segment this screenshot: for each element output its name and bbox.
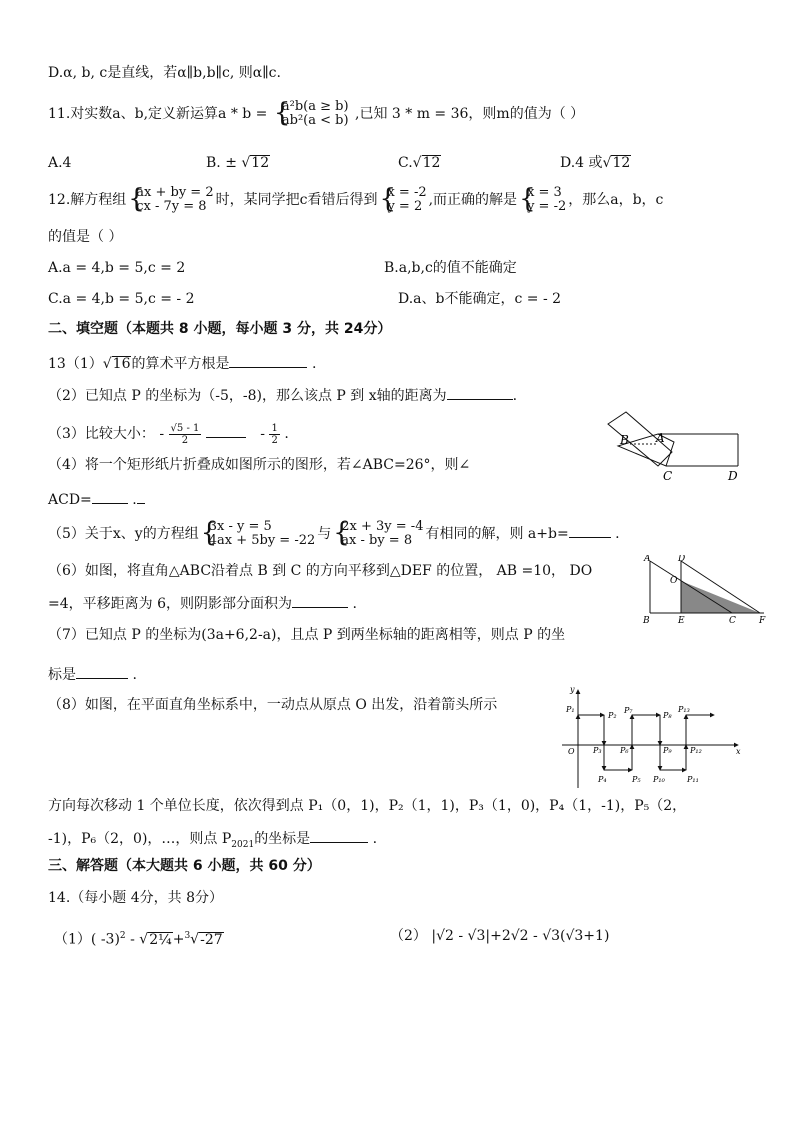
grid-label-p6: P₆ bbox=[620, 746, 629, 755]
grid-label-p5: P₅ bbox=[632, 775, 641, 784]
q12-system: { ax + by = 2 cx - 7y = 8 bbox=[128, 184, 214, 214]
answer-blank bbox=[292, 593, 348, 608]
fold-figure bbox=[600, 408, 750, 484]
fraction: $\frac{1}{2}$ bbox=[271, 422, 278, 446]
translation-label-a: A bbox=[644, 555, 651, 564]
q11-intro: 11.对实数a、b,定义新运算a * b = bbox=[48, 106, 272, 122]
grid-label-x: x bbox=[736, 747, 741, 756]
q11-case2: ab²(a < b) bbox=[281, 113, 349, 128]
fold-label-a: A bbox=[656, 431, 665, 445]
q11-piecewise: { a²b(a ≥ b) ab²(a < b) bbox=[273, 98, 349, 128]
translation-label-f: F bbox=[759, 616, 766, 625]
q11-tail: ,已知 3 * m = 36，则m的值为（ ） bbox=[355, 106, 585, 122]
answer-blank bbox=[310, 828, 368, 843]
q12-option-d: D.a、b不能确定，c = - 2 bbox=[398, 291, 562, 307]
answer-blank bbox=[206, 423, 246, 438]
translation-label-c: C bbox=[729, 616, 736, 625]
q12-wrong-solution: { x = -2 y = 2 bbox=[379, 184, 427, 214]
grid-label-p9: P₉ bbox=[663, 746, 672, 755]
q13-part8-line1: （8）如图，在平面直角坐标系中，一动点从原点 O 出发，沿着箭头所示 bbox=[48, 697, 498, 713]
q13-5-system2: { 2x + 3y = -4 ax - by = 8 bbox=[333, 518, 424, 548]
q11-option-b: B. ± √12 bbox=[206, 155, 270, 171]
answer-blank bbox=[76, 664, 128, 679]
q13-part8-line3: -1)，P₆（2，0)，…，则点 $P_{2021}$的坐标是 . bbox=[48, 828, 377, 854]
translation-label-e: E bbox=[678, 616, 685, 625]
q12-option-c: C.a = 4,b = 5,c = - 2 bbox=[48, 291, 195, 307]
q13-part4-line1: （4）将一个矩形纸片折叠成如图所示的图形，若∠ABC=26°，则∠ bbox=[48, 457, 471, 473]
grid-label-p4: P₄ bbox=[598, 775, 607, 784]
q11-option-c: C.√12 bbox=[398, 155, 441, 171]
grid-path-figure bbox=[556, 684, 746, 792]
q14-expression-1: （1）( -3)$^2$ - √2¼+$^3$√-27 bbox=[54, 931, 223, 948]
q13-part2: （2）已知点 P 的坐标为（-5，-8)，那么该点 P 到 x轴的距离为 . bbox=[48, 385, 517, 405]
q13-part7-line1: （7）已知点 P 的坐标为(3a+6,2-a)，且点 P 到两坐标轴的距离相等，则点 P 的坐 bbox=[48, 627, 566, 643]
q13-part4-line2: ACD= . bbox=[48, 489, 145, 509]
q12-option-a: A.a = 4,b = 5,c = 2 bbox=[48, 260, 186, 276]
q13-part5: （5）关于x、y的方程组 { 3x - y = 5 4ax + 5by = -22 与 { 2x + 3y = -4 ax - by = 8 有相同的解，则 a+b= . bbox=[48, 518, 620, 548]
answer-blank bbox=[229, 353, 307, 368]
q13-part1: 13（1）√16的算术平方根是 . bbox=[48, 353, 316, 373]
q12-line2: 的值是（ ） bbox=[48, 229, 123, 245]
q13-part3: （3）比较大小： - $\frac{√5 - 1}{2}$ - $\frac{1}{2}$ . bbox=[48, 422, 289, 446]
grid-label-p13: P₁₃ bbox=[678, 705, 690, 714]
grid-label-p7: P₇ bbox=[624, 706, 633, 715]
q10-option-d: D.α, b, c是直线，若α∥b,b∥c, 则α∥c. bbox=[48, 65, 281, 81]
answer-blank bbox=[569, 523, 611, 538]
q12-option-b: B.a,b,c的值不能确定 bbox=[384, 260, 517, 276]
grid-label-p8: P₈ bbox=[663, 711, 672, 720]
q13-part6-line1: （6）如图，将直角△ABC沿着点 B 到 C 的方向平移到△DEF 的位置， AB =10， DO bbox=[48, 563, 593, 579]
section-3-heading: 三、解答题（本大题共 6 小题，共 60 分） bbox=[48, 858, 321, 874]
translation-figure bbox=[640, 555, 770, 625]
grid-label-p3: P₃ bbox=[593, 746, 602, 755]
q14-expression-2: （2） |√2 - √3|+2√2 - √3(√3+1) bbox=[390, 928, 610, 944]
grid-label-p11: P₁₁ bbox=[687, 775, 699, 784]
grid-label-p2: P₂ bbox=[608, 711, 617, 720]
q12-intro: 12.解方程组 bbox=[48, 192, 127, 208]
fold-label-d: D bbox=[728, 469, 738, 483]
q11-stem bbox=[48, 96, 584, 132]
q14-heading: 14.（每小题 4分，共 8分） bbox=[48, 890, 223, 906]
grid-label-y: y bbox=[570, 685, 575, 694]
fold-label-b: B bbox=[620, 433, 629, 447]
fraction: $\frac{√5 - 1}{2}$ bbox=[170, 422, 200, 446]
translation-label-b: B bbox=[643, 616, 650, 625]
translation-label-d: D bbox=[678, 555, 686, 564]
grid-label-o: O bbox=[568, 747, 575, 756]
section-2-heading: 二、填空题（本题共 8 小题，每小题 3 分，共 24分） bbox=[48, 321, 392, 337]
q11-option-d: D.4 或√12 bbox=[560, 155, 631, 171]
grid-label-p1: P₁ bbox=[566, 705, 575, 714]
answer-blank bbox=[447, 385, 513, 400]
q12-stem: 12.解方程组 { ax + by = 2 cx - 7y = 8 时，某同学把c看错后得到 { x = -2 y = 2 ,而正确的解是 { x = 3 y = -2 ，那么a，b，c bbox=[48, 184, 664, 214]
q13-part8-line2: 方向每次移动 1 个单位长度，依次得到点 P₁（0，1)，P₂（1，1)，P₃（1，0)，P₄（1，-1)，P₅（2， bbox=[48, 798, 687, 814]
q13-5-system1: { 3x - y = 5 4ax + 5by = -22 bbox=[200, 518, 316, 548]
q13-part7-line2: 标是 . bbox=[48, 664, 137, 684]
q11-option-a: A.4 bbox=[48, 155, 72, 171]
grid-label-p10: P₁₀ bbox=[653, 775, 665, 784]
q13-part6-line2: =4，平移距离为 6，则阴影部分面积为 . bbox=[48, 593, 357, 613]
translation-label-o: O bbox=[670, 576, 678, 586]
grid-label-p12: P₁₂ bbox=[690, 746, 702, 755]
q11-case1: a²b(a ≥ b) bbox=[281, 99, 349, 114]
fold-label-c: C bbox=[663, 469, 673, 483]
answer-blank bbox=[92, 489, 128, 504]
q12-right-solution: { x = 3 y = -2 bbox=[519, 184, 567, 214]
